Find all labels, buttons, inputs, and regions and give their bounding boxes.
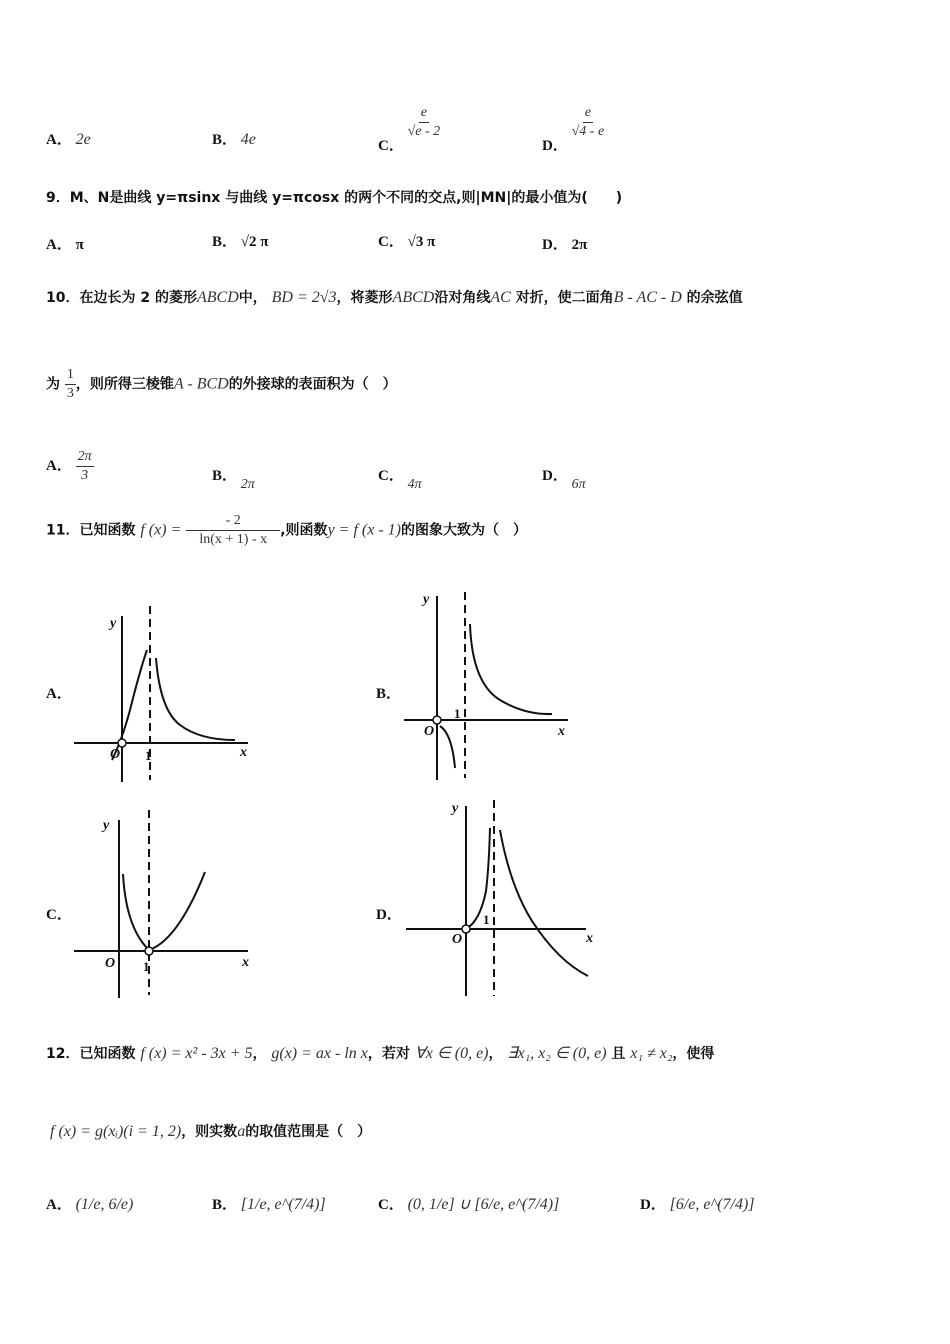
q11-func-den: ln(x + 1) - x bbox=[199, 532, 268, 547]
q8-option-d-fraction bbox=[572, 104, 605, 141]
q9-option-d-letter: D． bbox=[542, 237, 568, 253]
q8-option-a-letter: A． bbox=[46, 132, 72, 148]
graph-d-tick-1: 1 bbox=[483, 912, 490, 927]
q12-option-c-letter: C． bbox=[378, 1197, 404, 1213]
q11-option-a[interactable]: A． bbox=[46, 686, 72, 702]
q10-math-abcd: ABCD bbox=[196, 289, 239, 306]
graph-b-curve-left bbox=[440, 726, 455, 768]
q12-option-c[interactable] bbox=[378, 1193, 559, 1214]
graph-d-curve-right bbox=[500, 830, 588, 976]
q8-option-b-value: 4e bbox=[240, 131, 256, 148]
q9-option-c-letter: C． bbox=[378, 234, 404, 250]
q10-text-3: ，将菱形 bbox=[336, 290, 393, 306]
q12-stem-line1 bbox=[46, 1043, 714, 1063]
q9-option-c-value: √3 π bbox=[407, 234, 436, 250]
graph-d-origin-point bbox=[462, 925, 470, 933]
q8-option-a[interactable] bbox=[46, 128, 91, 149]
q12-text-2: 且 bbox=[611, 1046, 626, 1062]
q10-stem-line1 bbox=[46, 287, 743, 307]
q12-option-d-letter: D． bbox=[640, 1197, 666, 1213]
graph-d-origin-label: O bbox=[452, 932, 463, 947]
q12-option-c-value: (0, 1/e] ∪ [6/e, e^(7/4)] bbox=[407, 1196, 560, 1213]
q9-option-a-value: π bbox=[75, 237, 84, 253]
q11-graph-b[interactable] bbox=[400, 588, 590, 788]
q12-option-b-value: [1/e, e^(7/4)] bbox=[240, 1196, 326, 1213]
q11-option-b[interactable]: B． bbox=[376, 686, 402, 702]
q10-option-a[interactable] bbox=[46, 448, 94, 485]
q10-frac-den: 3 bbox=[66, 386, 74, 401]
q8-option-c-letter: C． bbox=[378, 137, 404, 154]
q8-option-d-denominator: √4 - e bbox=[571, 124, 605, 139]
graph-c-vertex-point bbox=[145, 947, 153, 955]
graph-a-tick-1: 1 bbox=[145, 748, 152, 763]
q10-option-b-value: 2π bbox=[240, 477, 255, 492]
graph-b-origin-point bbox=[433, 716, 441, 724]
q10-option-b-letter: B． bbox=[212, 468, 238, 484]
q9-stem: 9．M、N是曲线 y=πsinx 与曲线 y=πcosx 的两个不同的交点,则|MN|的最小值为( ) bbox=[46, 190, 623, 206]
graph-d-x-label: x bbox=[586, 931, 593, 946]
q10-option-a-letter: A． bbox=[46, 457, 72, 474]
q11-text-prefix: 11．已知函数 bbox=[46, 522, 136, 539]
q12-text-3: ，使得 bbox=[672, 1046, 715, 1062]
q8-option-c-denominator: √e - 2 bbox=[407, 124, 441, 139]
graph-b-curve-right bbox=[470, 624, 552, 714]
graph-a-curve-right bbox=[156, 658, 235, 740]
q12-line2-math: f (x) = g(xᵢ)(i = 1, 2) bbox=[50, 1123, 182, 1140]
graph-a-y-label: y bbox=[110, 616, 117, 631]
q11-func-num: - 2 bbox=[186, 512, 280, 531]
q10-option-a-num: 2π bbox=[76, 448, 94, 467]
q8-option-b[interactable] bbox=[212, 128, 256, 149]
graph-b-origin-label: O bbox=[424, 724, 435, 739]
q10-text-6: 的余弦值 bbox=[686, 290, 743, 306]
q9-option-a[interactable] bbox=[46, 233, 84, 254]
q12-stem-line2 bbox=[50, 1121, 371, 1141]
q9-option-c[interactable] bbox=[378, 230, 435, 251]
q10-option-b[interactable] bbox=[212, 464, 255, 492]
q12-option-b[interactable] bbox=[212, 1193, 326, 1214]
graph-b-y-label: y bbox=[423, 592, 430, 607]
q11-text-suffix: 的图象大致为（ ） bbox=[401, 522, 527, 539]
q8-option-c-numerator: e bbox=[419, 104, 429, 123]
q11-func-fraction bbox=[186, 512, 280, 549]
q11-graph-c[interactable] bbox=[70, 810, 260, 1000]
q10-option-a-den: 3 bbox=[81, 468, 89, 483]
q12-option-a-letter: A． bbox=[46, 1197, 72, 1213]
q10-text-5: 对折，使二面角 bbox=[515, 290, 614, 306]
q12-sep-2: ， bbox=[488, 1046, 503, 1062]
graph-c-tick-1: 1 bbox=[143, 959, 150, 974]
q12-exists: ∃x₁, x₂ ∈ (0, e) bbox=[507, 1045, 607, 1062]
q9-option-b-value: √2 π bbox=[240, 234, 269, 250]
q11-graph-a[interactable] bbox=[70, 600, 260, 790]
q12-neq: x₁ ≠ x₂ bbox=[630, 1045, 673, 1062]
q10-math-pyramid: A - BCD bbox=[173, 375, 229, 393]
q12-text-prefix: 12．已知函数 bbox=[46, 1046, 136, 1062]
q8-option-c[interactable] bbox=[378, 104, 441, 154]
q9-option-a-letter: A． bbox=[46, 237, 72, 253]
q12-option-b-letter: B． bbox=[212, 1197, 238, 1213]
q9-option-d[interactable] bbox=[542, 233, 587, 254]
graph-c-y-label: y bbox=[103, 818, 110, 833]
q11-graph-d[interactable] bbox=[400, 796, 600, 1001]
q10-math-dihedral: B - AC - D bbox=[613, 289, 682, 306]
q9-option-b[interactable] bbox=[212, 230, 268, 251]
q12-option-d[interactable] bbox=[640, 1193, 755, 1214]
q11-text-mid: ,则函数 bbox=[280, 522, 328, 539]
q10-option-d-letter: D． bbox=[542, 468, 568, 484]
graph-c-curve bbox=[123, 872, 205, 950]
q11-option-c[interactable]: C． bbox=[46, 907, 72, 923]
q11-func2: y = f (x - 1) bbox=[327, 521, 401, 539]
q12-text-1: ，若对 bbox=[367, 1046, 410, 1062]
q9-option-b-letter: B． bbox=[212, 234, 238, 250]
graph-d-y-label: y bbox=[452, 801, 459, 816]
graph-a-x-label: x bbox=[240, 745, 247, 760]
q10-math-bd: BD = 2√3 bbox=[271, 289, 337, 306]
q9-option-d-value: 2π bbox=[571, 237, 588, 253]
q12-forall: ∀x ∈ (0, e) bbox=[414, 1045, 489, 1062]
q12-sep: ， bbox=[252, 1046, 267, 1062]
q12-var-a: a bbox=[237, 1123, 246, 1140]
graph-c-origin-label: O bbox=[105, 956, 116, 971]
q10-option-c-letter: C． bbox=[378, 468, 404, 484]
q10-option-d-value: 6π bbox=[571, 477, 586, 492]
q10-math-ac: AC bbox=[490, 289, 511, 306]
q10-option-a-fraction bbox=[76, 448, 94, 485]
graph-b-tick-1: 1 bbox=[454, 706, 461, 721]
q11-option-d[interactable]: D． bbox=[376, 907, 402, 923]
q10-text-4: 沿对角线 bbox=[434, 290, 491, 306]
q12-func-f: f (x) = x² - 3x + 5 bbox=[140, 1045, 253, 1062]
graph-c-x-label: x bbox=[242, 955, 249, 970]
q12-func-g: g(x) = ax - ln x bbox=[271, 1045, 368, 1062]
q10-stem-line2 bbox=[46, 366, 397, 403]
q8-option-a-value: 2e bbox=[75, 131, 91, 148]
q10-text-2: 中， bbox=[238, 290, 267, 306]
q10-fraction-one-third bbox=[65, 366, 76, 403]
graph-a-origin-point bbox=[118, 739, 126, 747]
graph-a-origin-label: O bbox=[110, 747, 121, 762]
q10-text-8: ，则所得三棱锥 bbox=[75, 376, 174, 393]
q12-option-a-value: (1/e, 6/e) bbox=[75, 1196, 134, 1213]
q8-option-d[interactable] bbox=[542, 104, 605, 154]
q8-option-b-letter: B． bbox=[212, 132, 238, 148]
q8-option-d-numerator: e bbox=[583, 104, 593, 123]
q10-option-c[interactable] bbox=[378, 464, 422, 492]
q10-math-abcd-2: ABCD bbox=[392, 289, 435, 306]
q10-frac-num: 1 bbox=[65, 366, 76, 385]
q10-text-1: 10．在边长为 2 的菱形 bbox=[46, 290, 197, 306]
q10-text-9: 的外接球的表面积为（ ） bbox=[228, 376, 397, 393]
q11-stem bbox=[46, 512, 527, 549]
q10-option-d[interactable] bbox=[542, 464, 586, 492]
q12-option-a[interactable] bbox=[46, 1193, 133, 1214]
q10-option-c-value: 4π bbox=[407, 477, 422, 492]
q10-text-7: 为 bbox=[46, 376, 60, 393]
q12-line2-end: 的取值范围是（ ） bbox=[245, 1124, 372, 1140]
q11-func-lhs: f (x) = bbox=[140, 521, 182, 539]
graph-b-x-label: x bbox=[558, 724, 565, 739]
q12-option-d-value: [6/e, e^(7/4)] bbox=[669, 1196, 755, 1213]
q8-option-c-fraction bbox=[408, 104, 441, 141]
q12-line2-text: ，则实数 bbox=[181, 1124, 238, 1140]
q8-option-d-letter: D． bbox=[542, 137, 568, 154]
